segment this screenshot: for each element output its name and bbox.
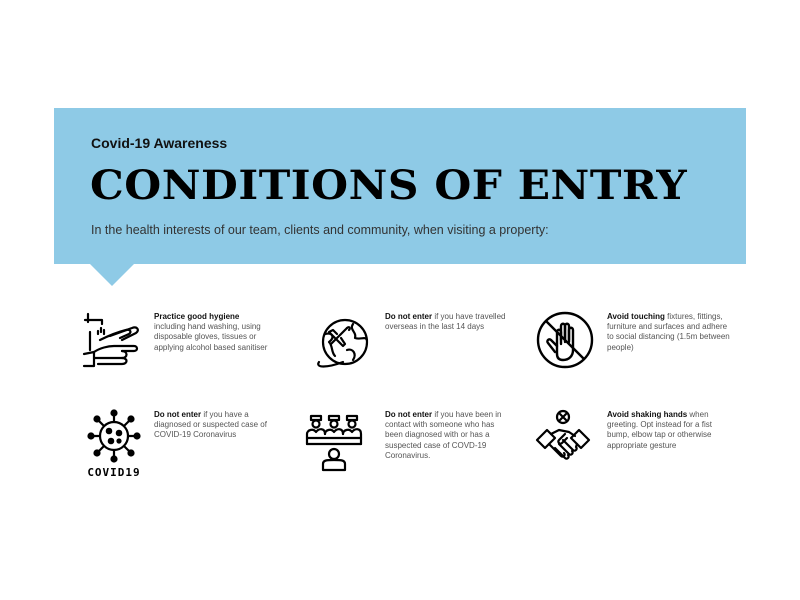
rule-detail: if you have travelled overseas in the last 14 days <box>385 312 506 332</box>
rule-detail: when greeting. Opt instead for a fist bump, elbow tap or otherwise appropriate gesture <box>607 410 712 450</box>
covid-virus-icon <box>82 408 146 472</box>
contact-group-icon <box>305 408 369 472</box>
hand-washing-icon <box>82 310 146 374</box>
covid-label: COVID19 <box>87 466 141 479</box>
rule-detail: including hand washing, using disposable gloves, tissues or applying alcohol based sanitiser <box>154 322 268 352</box>
no-touch-icon <box>535 310 599 374</box>
rule-text <box>154 410 282 441</box>
rule-bold: Avoid shaking hands <box>607 410 688 419</box>
rule-bold: Do not enter <box>385 312 433 321</box>
rule-bold: Do not enter <box>385 410 433 419</box>
rule-hygiene <box>82 310 317 390</box>
rule-contact <box>305 408 540 488</box>
rule-text <box>385 312 513 332</box>
rule-no-touch <box>535 310 770 390</box>
rule-bold: Avoid touching <box>607 312 665 321</box>
rule-bold: Practice good hygiene <box>154 312 240 321</box>
rule-detail: fixtures, fittings, furniture and surfaces and adhere to social distancing (1.5m between people) <box>607 312 730 352</box>
rule-no-handshake <box>535 408 770 488</box>
intro-text: In the health interests of our team, clients and community, when visiting a property: <box>91 223 549 237</box>
rule-detail: if you have a diagnosed or suspected case of COVID-19 Coronavirus <box>154 410 267 440</box>
subtitle: Covid-19 Awareness <box>91 135 228 151</box>
page-title: CONDITIONS OF ENTRY <box>90 162 688 209</box>
rule-detail: if you have been in contact with someone who has been diagnosed with or has a suspected case of COVD-19 Coronavirus. <box>385 410 502 460</box>
globe-plane-icon <box>313 310 377 374</box>
no-handshake-icon <box>535 408 599 472</box>
banner-pointer <box>90 264 134 286</box>
rule-text <box>607 312 735 353</box>
rule-text <box>385 410 513 461</box>
header-banner <box>54 108 746 264</box>
rule-text <box>154 312 282 353</box>
rule-bold: Do not enter <box>154 410 202 419</box>
rule-covid-case <box>82 408 317 488</box>
rule-text <box>607 410 735 451</box>
rule-travel <box>313 310 548 390</box>
